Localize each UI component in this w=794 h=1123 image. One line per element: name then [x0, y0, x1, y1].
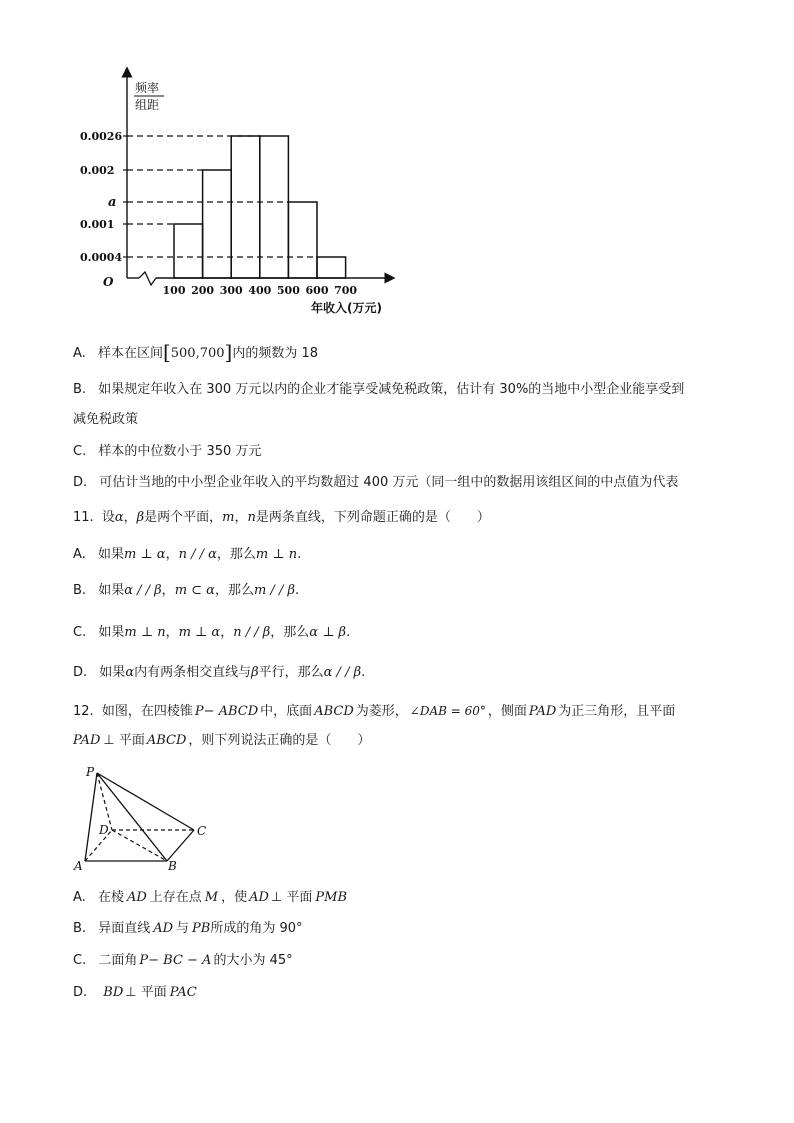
q12-stem-line1: 12. 如图，在四棱锥 P− ABCD 中，底面 ABCD 为菱形， ∠DAB = 60° ，侧面 PAD 为正三角形，且平面	[73, 704, 676, 719]
y-axis-title-bottom: 组距	[135, 98, 160, 112]
option-label: B.	[73, 921, 87, 936]
interval-left-bracket: [	[162, 340, 171, 364]
option-label: C.	[73, 625, 87, 640]
interval-right-bracket: ]	[224, 340, 233, 364]
vertex-label-D: D	[99, 823, 109, 837]
interval-values: 500,700	[170, 346, 225, 361]
pyramid-figure	[70, 762, 220, 872]
histogram-bar	[288, 202, 317, 278]
q12-option-b: B. 异面直线 AD 与 PB所成的角为 90°	[73, 921, 303, 936]
q11-option-b: B. 如果α / / β，m ⊂ α，那么m / / β.	[73, 583, 300, 598]
histogram-bar	[260, 136, 289, 278]
x-tick-label: 600	[305, 284, 329, 297]
edge-PC	[97, 773, 194, 830]
y-tick-label: 0.0026	[80, 130, 123, 143]
option-label: D.	[73, 665, 88, 680]
q10-option-a: A. 样本在区间[500,700]内的频数为 18	[73, 340, 319, 364]
x-tick-label: 100	[162, 284, 186, 297]
option-label: C.	[73, 953, 87, 968]
option-label: A.	[73, 547, 86, 562]
y-tick-label: 0.001	[80, 218, 115, 231]
x-tick-label: 300	[219, 284, 243, 297]
vertex-label-P: P	[86, 765, 95, 779]
y-tick-label: 0.0004	[80, 251, 123, 264]
histogram-bar	[317, 257, 346, 278]
option-label: B.	[73, 382, 87, 397]
edge-BC	[167, 830, 194, 861]
q12-stem-line2: PAD ⊥ 平面 ABCD ，则下列说法正确的是（ ）	[73, 733, 371, 748]
histogram-chart	[0, 0, 794, 330]
q12-option-a: A. 在棱 AD 上存在点 M ，使 AD ⊥ 平面 PMB	[73, 890, 348, 905]
question-number: 11.	[73, 510, 94, 525]
vertex-label-B: B	[168, 859, 177, 872]
q10-option-d: D. 可估计当地的中小型企业年收入的平均数超过 400 万元（同一组中的数据用该组区间的中点值为代表	[73, 475, 679, 490]
histogram-bar	[231, 136, 260, 278]
x-tick-label: 500	[276, 284, 300, 297]
option-label: D.	[73, 985, 88, 1000]
q11-option-d: D. 如果α内有两条相交直线与β平行，那么α / / β.	[73, 665, 366, 680]
axis-break-icon	[139, 272, 156, 285]
option-label: A.	[73, 346, 86, 361]
option-label: A.	[73, 890, 86, 905]
vertex-label-A: A	[74, 859, 83, 872]
q12-option-c: C. 二面角 P− BC − A 的大小为 45°	[73, 953, 293, 968]
option-label: D.	[73, 475, 88, 490]
q11-stem: 11. 设α，β是两个平面，m，n是两条直线，下列命题正确的是（ ）	[73, 510, 490, 525]
option-label: B.	[73, 583, 87, 598]
q11-option-a: A. 如果m ⊥ α，n / / α，那么m ⊥ n.	[73, 547, 302, 562]
option-label: C.	[73, 444, 87, 459]
edge-DB	[112, 830, 167, 861]
histogram-bar	[174, 224, 203, 278]
y-axis-title-top: 频率	[135, 81, 160, 95]
q10-option-b-cont: 减免税政策	[73, 412, 139, 427]
edge-PB	[97, 773, 167, 861]
x-axis-title: 年收入(万元)	[311, 301, 382, 315]
y-tick-label: a	[108, 195, 117, 210]
edge-PA	[85, 773, 97, 861]
x-tick-label: 700	[334, 284, 358, 297]
question-number: 12.	[73, 704, 94, 719]
x-tick-label: 400	[248, 284, 272, 297]
vertex-label-C: C	[197, 824, 207, 838]
q10-option-b: B. 如果规定年收入在 300 万元以内的企业才能享受减免税政策，估计有 30%的当地中小型企业能享受到	[73, 382, 685, 397]
histogram-bar	[203, 170, 232, 278]
origin-label: O	[103, 275, 114, 289]
x-tick-label: 200	[191, 284, 215, 297]
q12-option-d: D. BD ⊥ 平面 PAC	[73, 985, 197, 1000]
q11-option-c: C. 如果m ⊥ n，m ⊥ α，n / / β，那么α ⊥ β.	[73, 625, 351, 640]
y-tick-label: 0.002	[80, 164, 115, 177]
q10-option-c: C. 样本的中位数小于 350 万元	[73, 444, 262, 459]
